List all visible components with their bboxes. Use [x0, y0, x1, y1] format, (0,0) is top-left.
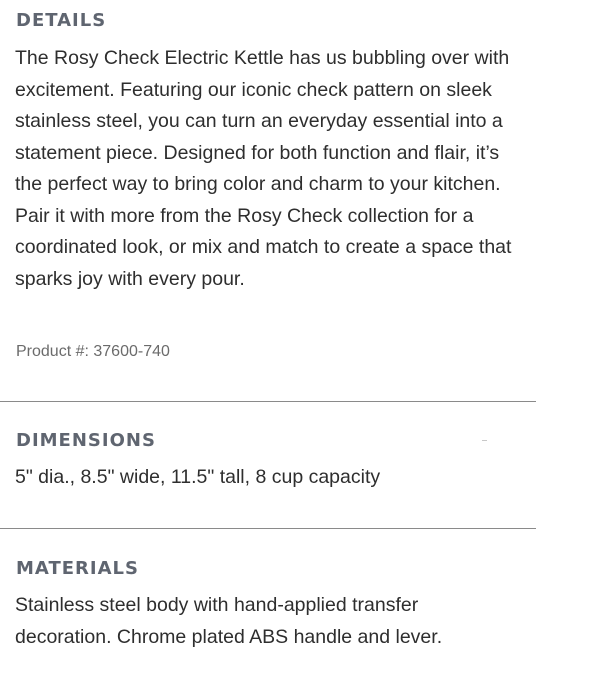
details-heading: DETAILS — [16, 10, 107, 31]
section-divider — [0, 401, 536, 402]
collapse-indicator[interactable] — [482, 440, 487, 441]
dimensions-text: 5" dia., 8.5" wide, 11.5" tall, 8 cup capacity — [15, 466, 381, 488]
materials-heading: MATERIALS — [16, 558, 139, 579]
details-description: The Rosy Check Electric Kettle has us bubbling over with excitement. Featuring our iconic check pattern on sleek stainless steel, you can turn an everyday essential into a statement piece. Designed for both function and flair, it’s the perfect way to bring color and charm to your kitchen. Pair it with more from the Rosy Check collection for a coordinated look, or mix and match to create a space that sparks joy with every pour. — [15, 47, 512, 290]
product-number: Product #: 37600-740 — [16, 343, 170, 360]
materials-text: Stainless steel body with hand-applied transfer decoration. Chrome plated ABS handle and lever. — [15, 594, 443, 648]
section-divider — [0, 528, 536, 529]
dimensions-heading: DIMENSIONS — [16, 430, 156, 451]
